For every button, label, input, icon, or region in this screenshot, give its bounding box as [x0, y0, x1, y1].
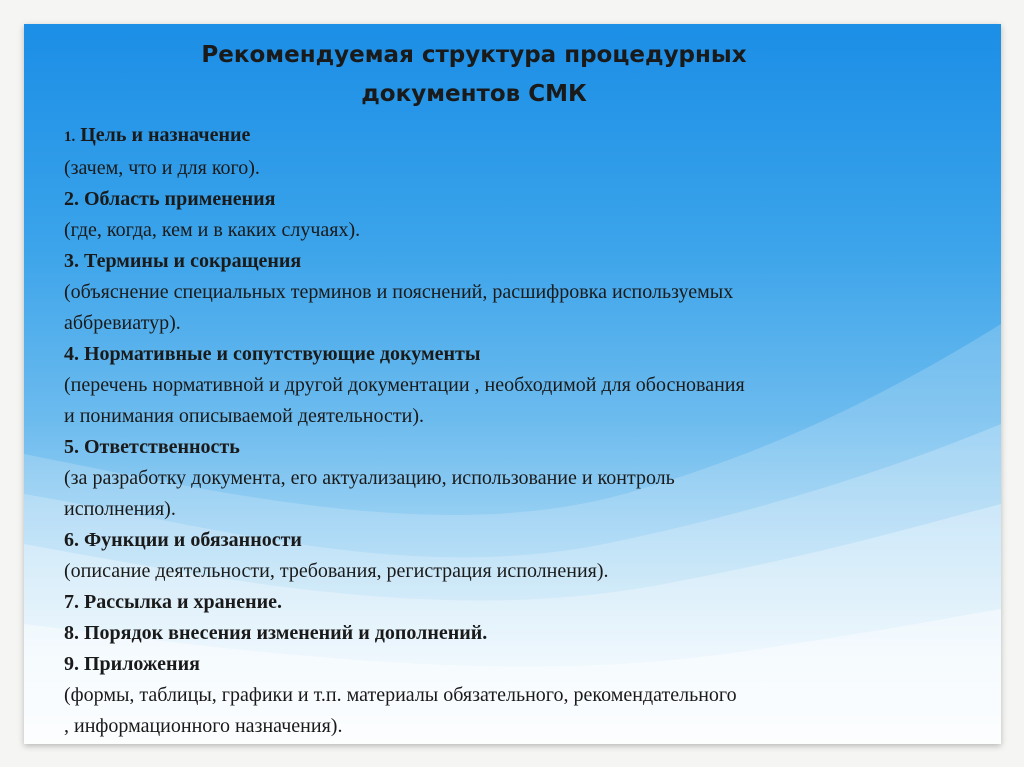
- list-item: [64, 432, 984, 525]
- item-number: 8.: [64, 622, 79, 644]
- item-description: (где, когда, кем и в каких случаях).: [64, 219, 361, 241]
- item-heading-text: Приложения: [79, 653, 200, 675]
- item-heading-text: Порядок внесения изменений и дополнений.: [79, 622, 488, 644]
- item-heading-text: Область применения: [79, 188, 276, 210]
- item-heading: [64, 246, 984, 277]
- list-item: [64, 246, 984, 339]
- item-heading: [64, 587, 984, 618]
- list-item: [64, 618, 984, 649]
- item-description: (формы, таблицы, графики и т.п. материалы обязательного, рекомендательного: [64, 684, 737, 706]
- item-description: , информационного назначения).: [64, 715, 343, 737]
- item-heading-text: Термины и сокращения: [79, 250, 302, 272]
- item-description: аббревиатур).: [64, 312, 181, 334]
- item-description: (объяснение специальных терминов и пояснений, расшифровка используемых: [64, 281, 734, 303]
- item-heading-text: Функции и обязанности: [79, 529, 302, 551]
- item-heading-text: Нормативные и сопутствующие документы: [79, 343, 481, 365]
- list-item: [64, 587, 984, 618]
- item-heading: [64, 339, 984, 370]
- item-heading: [64, 432, 984, 463]
- item-number: 6.: [64, 529, 79, 551]
- item-heading-text: Рассылка и хранение.: [79, 591, 282, 613]
- item-description: (за разработку документа, его актуализацию, использование и контроль: [64, 467, 675, 489]
- item-description: (описание деятельности, требования, регистрация исполнения).: [64, 560, 609, 582]
- item-heading: [64, 184, 984, 215]
- list-item: [64, 120, 984, 184]
- list-item: [64, 339, 984, 432]
- item-heading: [64, 618, 984, 649]
- item-description: (зачем, что и для кого).: [64, 157, 260, 179]
- item-number: 3.: [64, 250, 79, 272]
- item-heading: [64, 525, 984, 556]
- item-number: 1.: [64, 129, 76, 145]
- item-number: 9.: [64, 653, 79, 675]
- slide: [24, 24, 1001, 744]
- item-heading: [64, 649, 984, 680]
- slide-title: [124, 36, 824, 114]
- list-item: [64, 525, 984, 587]
- procedure-structure-list: [64, 120, 984, 742]
- item-description: исполнения).: [64, 498, 176, 520]
- item-heading-text: Цель и назначение: [75, 124, 251, 146]
- item-heading: [64, 120, 984, 153]
- list-item: [64, 184, 984, 246]
- title-line-1: Рекомендуемая структура процедурных: [201, 42, 747, 68]
- list-item: [64, 649, 984, 742]
- item-description: (перечень нормативной и другой документации , необходимой для обоснования: [64, 374, 745, 396]
- item-number: 2.: [64, 188, 79, 210]
- item-heading-text: Ответственность: [79, 436, 240, 458]
- item-description: и понимания описываемой деятельности).: [64, 405, 424, 427]
- item-number: 7.: [64, 591, 79, 613]
- item-number: 4.: [64, 343, 79, 365]
- item-number: 5.: [64, 436, 79, 458]
- title-line-2: документов СМК: [361, 81, 587, 107]
